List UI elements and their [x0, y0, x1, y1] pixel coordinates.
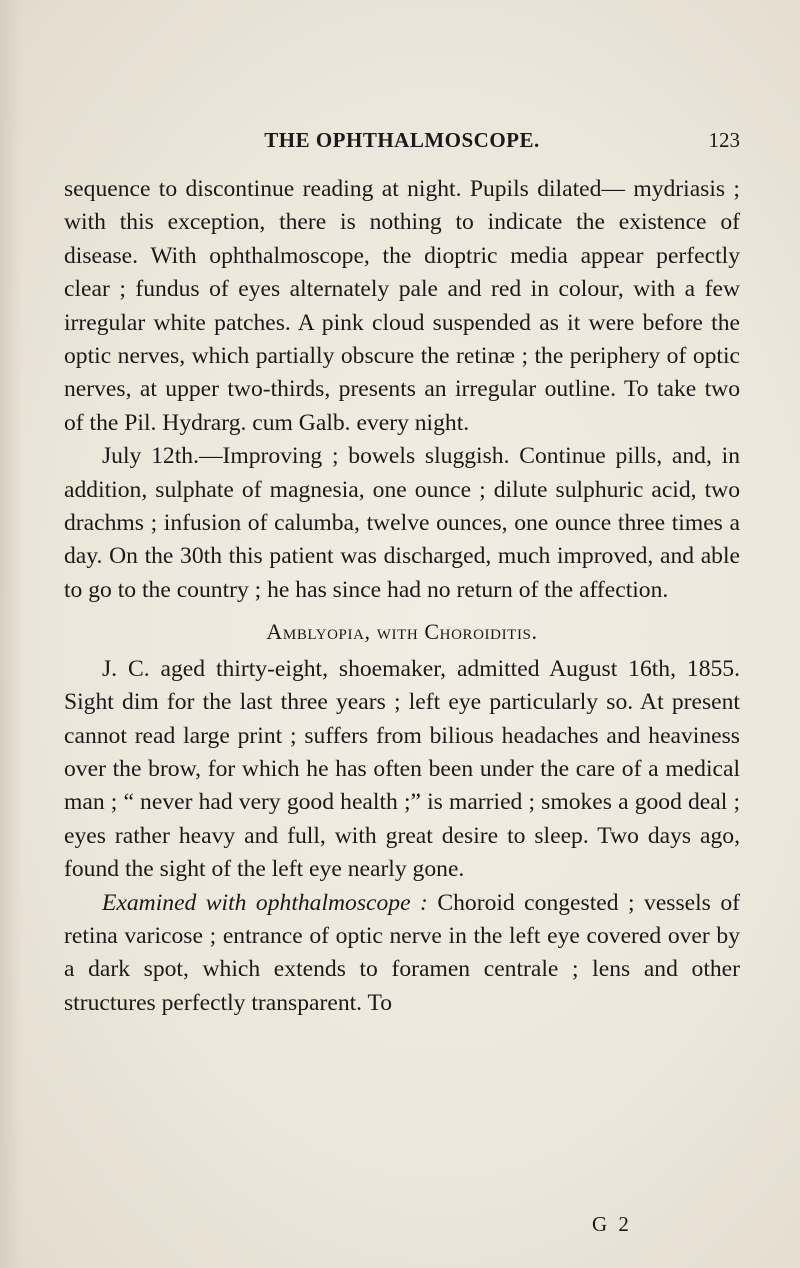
examination-lead-in: Examined with ophthalmoscope :	[102, 889, 428, 916]
running-head	[64, 128, 740, 158]
page-gutter-shadow	[0, 0, 22, 1268]
signature-mark: G 2	[592, 1212, 632, 1236]
body-text	[64, 173, 740, 1020]
page-number: 123	[708, 128, 740, 152]
section-heading: Amblyopia, with Choroiditis.	[266, 619, 538, 645]
paragraph-examination	[64, 887, 740, 1021]
paragraph-july-12th: July 12th.—Improving ; bowels sluggish. Continue pills, and, in addition, sulphate of magnesia, one ounce ; dilute sulphuric acid, two drachms ; infusion of calumba, twelve ounces, one ounce three times a day. On the 30th this patient was discharged, much improved, and able to go to the country ; he has since had no return of the affection.	[64, 443, 740, 603]
paragraph-continuation: sequence to discontinue reading at night. Pupils dilated— mydriasis ; with this exception, there is nothing to indicate the existence of disease. With ophthalmoscope, the dioptric media appear perfectly clear ; fundus of eyes alternately pale and red in colour, with a few irregular white patches. A pink cloud suspended as it were before the optic nerves, which partially obscure the retinæ ; the periphery of optic nerves, at upper two-thirds, presents an irregular outline. To take two of the Pil. Hydrarg. cum Galb. every night.	[64, 176, 740, 436]
running-head-title: THE OPHTHALMOSCOPE.	[264, 128, 540, 152]
paragraph-case-jc: J. C. aged thirty-eight, shoemaker, admitted August 16th, 1855. Sight dim for the last three years ; left eye particularly so. At present cannot read large print ; suffers from bilious headaches and heaviness over the brow, for which he has often been under the care of a medical man ; “ never had very good health ;” is married ; smokes a good deal ; eyes rather heavy and full, with great desire to sleep. Two days ago, found the sight of the left eye nearly gone.	[64, 655, 740, 883]
examination-findings: Choroid congested ; vessels of retina varicose ; entrance of optic nerve in the left eye covered over by a dark spot, which extends to foramen centrale ; lens and other structures perfectly transparent. To	[64, 889, 740, 1016]
